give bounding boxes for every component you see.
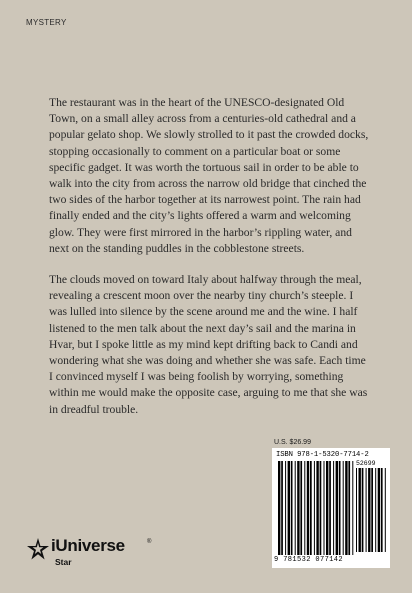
star-icon (26, 537, 50, 561)
price-code-text: 52699 (356, 460, 376, 467)
ean-digits-text: 9 781532 077142 (274, 556, 344, 564)
excerpt-paragraph-2: The clouds moved on toward Italy about halfway through the meal, revealing a crescent moon over the nearby tiny church’s steeple. I was lulled into silence by the scene around me and the wine. I half listened to the men talk about the next day’s sail and the marina in Hvar, but I spoke little as my mind kept drifting back to Candi and wondering what she was doing and whether she was safe. Each time I convinced myself I was being foolish by worrying, something within me would make the opposite case, arguing to me that she was in dreadful trouble. (49, 273, 368, 416)
barcode-panel (272, 448, 390, 568)
back-cover-excerpt (49, 95, 371, 433)
publisher-name: iUniverse (51, 536, 125, 555)
genre-label: MYSTERY (26, 18, 67, 27)
excerpt-paragraph-1: The restaurant was in the heart of the UNESCO-designated Old Town, on a small alley across from a centuries-old cathedral and a popular gelato shop. We slowly strolled to it past the crowded docks, stopping occasionally to comment on a particular boat or some specific gadget. It was worth the tortuous sail in order to be able to walk into the city from across the narrow old bridge that cinched the two sides of the harbor together at its narrowest point. The rain had finally ended and the city’s lights offered a warm and welcoming glow. They were first mirrored in the harbor’s rippling water, and next on the standing puddles in the cobblestone streets. (49, 96, 369, 255)
publisher-logo (26, 536, 156, 576)
registered-mark: ® (147, 539, 152, 545)
isbn-text: ISBN 978-1-5320-7714-2 (276, 451, 369, 459)
price-label: U.S. $26.99 (274, 439, 311, 446)
price-barcode (356, 468, 386, 552)
ean-barcode (278, 461, 354, 555)
publisher-imprint: Star (55, 557, 72, 567)
